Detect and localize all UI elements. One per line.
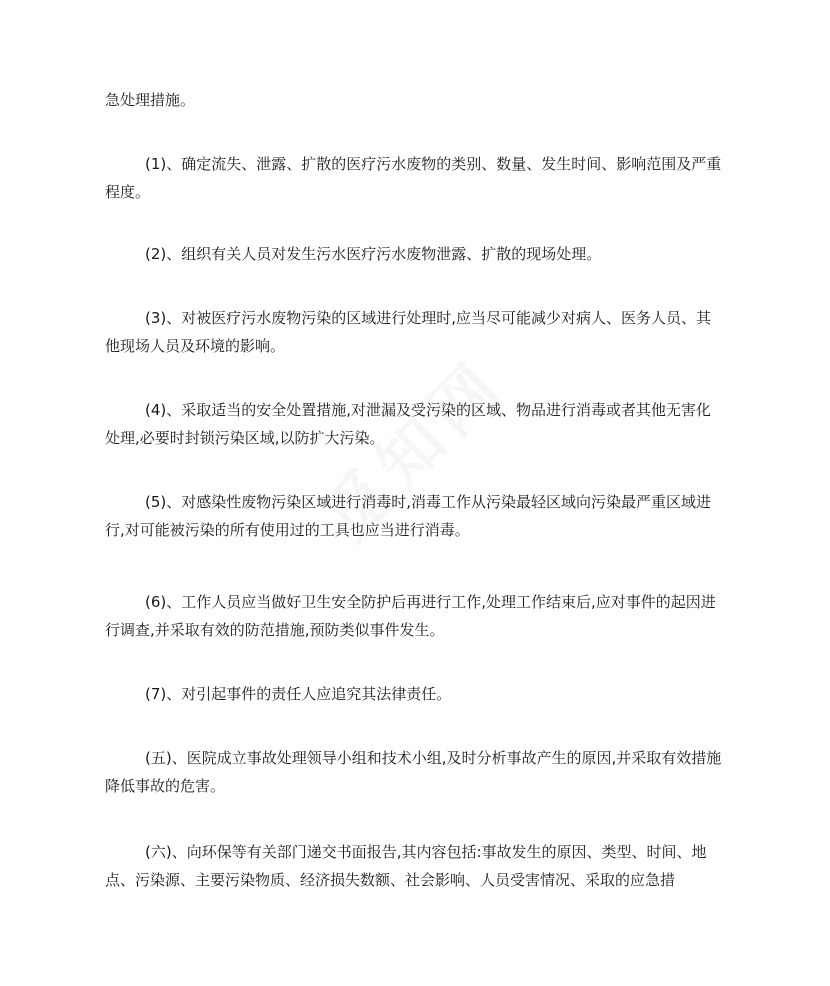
paragraph-section-6: (六)、向环保等有关部门递交书面报告,其内容包括:事故发生的原因、类型、时间、地点、污染源、主要污染物质、经济损失数额、社会影响、人员受害情况、采取的应急措 bbox=[105, 843, 707, 889]
paragraph-continuation: 急处理措施。 bbox=[105, 91, 196, 109]
paragraph-item-6: (6)、工作人员应当做好卫生安全防护后再进行工作,处理工作结束后,应对事件的起因进行调查,并采取有效的防范措施,预防类似事件发生。 bbox=[105, 593, 716, 639]
paragraph-item-5: (5)、对感染性废物污染区域进行消毒时,消毒工作从污染最轻区域向污染最严重区域进行,对可能被污染的所有使用过的工具也应当进行消毒。 bbox=[105, 493, 712, 539]
paragraph-item-7: (7)、对引起事件的责任人应追究其法律责任。 bbox=[145, 685, 452, 703]
paragraph-item-4: (4)、采取适当的安全处置措施,对泄漏及受污染的区域、物品进行消毒或者其他无害化处理,必要时封锁污染区域,以防扩大污染。 bbox=[105, 401, 712, 447]
paragraph-item-3: (3)、对被医疗污水废物污染的区域进行处理时,应当尽可能减少对病人、医务人员、其他现场人员及环境的影响。 bbox=[105, 309, 712, 355]
paragraph-item-2: (2)、组织有关人员对发生污水医疗污水废物泄露、扩散的现场处理。 bbox=[145, 245, 602, 263]
paragraph-section-5: (五)、医院成立事故处理领导小组和技术小组,及时分析事故产生的原因,并采取有效措施降低事故的危害。 bbox=[105, 749, 722, 795]
paragraph-item-1: (1)、确定流失、泄露、扩散的医疗污水废物的类别、数量、发生时间、影响范围及严重程度。 bbox=[105, 155, 722, 201]
